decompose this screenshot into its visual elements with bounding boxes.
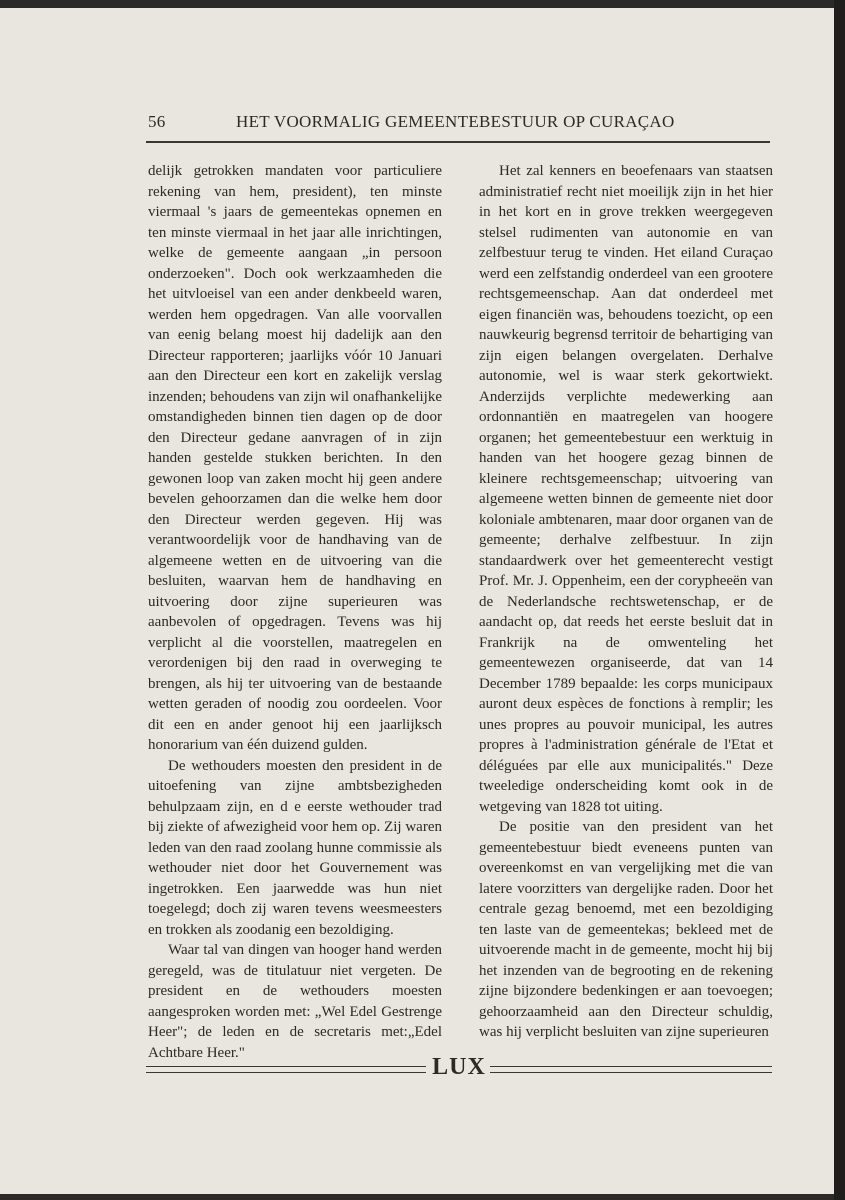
- left-column: [148, 161, 442, 1063]
- paragraph: De wethouders moesten den president in de uitoefening van zijne ambtsbezigheden behulpzaam zijn, en d e eerste wethouder trad bij ziekte of afwezigheid voor hem op. Zij waren leden van den raad zoolang hunne commissie als wethouder niet door het Gouvernement was ingetrokken. Een jaarwedde was hun niet toegelegd; doch zij waren tevens weesmeesters en trokken als zoodanig een bezoldiging.: [148, 757, 442, 938]
- header-rule: [146, 141, 770, 143]
- footer-rule-left: [146, 1066, 426, 1073]
- page-title: HET VOORMALIG GEMEENTEBESTUUR OP CURAÇAO: [236, 112, 675, 131]
- lux-logo: LUX: [432, 1054, 486, 1080]
- footer-rule-right: [490, 1066, 772, 1073]
- page-number: 56: [148, 112, 166, 131]
- footer: [146, 1056, 772, 1086]
- binding-edge: [834, 0, 845, 1200]
- paragraph: Het zal kenners en beoefenaars van staatsen administratief recht niet moeilijk zijn in het hier in het kort en in grove trekken weergegeven stelsel rudimenten van autonomie en van zelfbestuur terug te vinden. Het eiland Curaçao werd een zelfstandig onderdeel van een grootere rechtsgemeenschap. Aan dat onderdeel met eigen financiën was, behoudens toezicht, op een nauwkeurig begrensd territoir de behartiging van zijn eigen belangen overgelaten. Derhalve autonomie, wel is waar sterk gekortwiekt. Anderzijds verplichte medewerking aan ordonnantiën en maatregelen van hoogere organen; het gemeentebestuur een werktuig in handen van het hoogere gezag binnen de kleinere rechtsgemeenschap; uitvoering van algemeene wetten binnen de gemeente niet door koloniale ambtenaren, maar door organen van de gemeente; derhalve zelfbestuur. In zijn standaardwerk over het gemeenterecht vestigt Prof. Mr. J. Oppenheim, een der corypheeën van de Nederlandsche rechtswetenschap, er de aandacht op, dat reeds het eerste besluit dat in Frankrijk na de omwenteling het gemeentewezen organiseerde, dat van 14 December 1789 bepaalde: les corps municipaux auront deux espèces de fonctions à remplir; les unes propres au pouvoir municipal, les autres propres à l'administration générale de l'Etat et déléguées par elle aux municipalités." Deze tweeledige onderscheiding komt ook in de wetgeving van 1828 tot uiting.: [479, 163, 773, 815]
- paragraph: delijk getrokken mandaten voor particuliere rekening van hem, president), ten minste viermaal 's jaars de gemeentekas opnemen en ten minste viermaal in het jaar alle inrichtingen, welke de gemeente aangaan „in persoon onderzoeken". Doch ook werkzaamheden die het uitvloeisel van een ander denkbeeld waren, werden hem opgedragen. Van alle voorvallen van eenig belang moest hij dadelijk aan den Directeur rapporteren; jaarlijks vóór 10 Januari aan den Directeur een kort en zakelijk verslag inzenden; behoudens van zijn wil onafhankelijke omstandigheden binnen tien dagen op de door den Directeur gedane aanvragen of in zijn handen gestelde stukken berichten. In den gewonen loop van zaken mocht hij geen andere bevelen gehoorzamen dan die welke hem door den Directeur werden gegeven. Hij was verantwoordelijk voor de handhaving van de algemeene wetten en de uitvoering van die besluiten, waarvan hem de handhaving en uitvoering door zijne superieuren was aanbevolen of opgedragen. Tevens was hij verplicht al die voorstellen, maatregelen en verordenigen bij den raad in overweging te brengen, als hij ter uitvoering van de bestaande wetten geraden of noodig zou oordeelen. Voor dit een en ander genoot hij een jaarlijksch honorarium van één duizend gulden.: [148, 163, 442, 753]
- running-header: [148, 110, 704, 140]
- right-column: [479, 161, 773, 1043]
- paragraph: De positie van den president van het gemeentebestuur biedt eveneens punten van overeenkomst en van vergelijking met die van latere voorzitters van dergelijke raden. Door het centrale gezag benoemd, met een bezoldiging ten laste van de gemeentekas; bekleed met de uitvoerende macht in de gemeente, mocht hij bij het inzenden van de begrooting en de rekening zijne bijzondere bedenkingen er aan toevoegen; gehoorzaamheid aan den Directeur schuldig, was hij verplicht besluiten van zijne superieuren: [479, 819, 773, 1040]
- paragraph: Waar tal van dingen van hooger hand werden geregeld, was de titulatuur niet vergeten. De president en de wethouders moesten aangesproken worden met: „Wel Edel Gestrenge Heer"; de leden en de secretaris met:„Edel Achtbare Heer.": [148, 942, 442, 1061]
- document-page: [0, 8, 834, 1194]
